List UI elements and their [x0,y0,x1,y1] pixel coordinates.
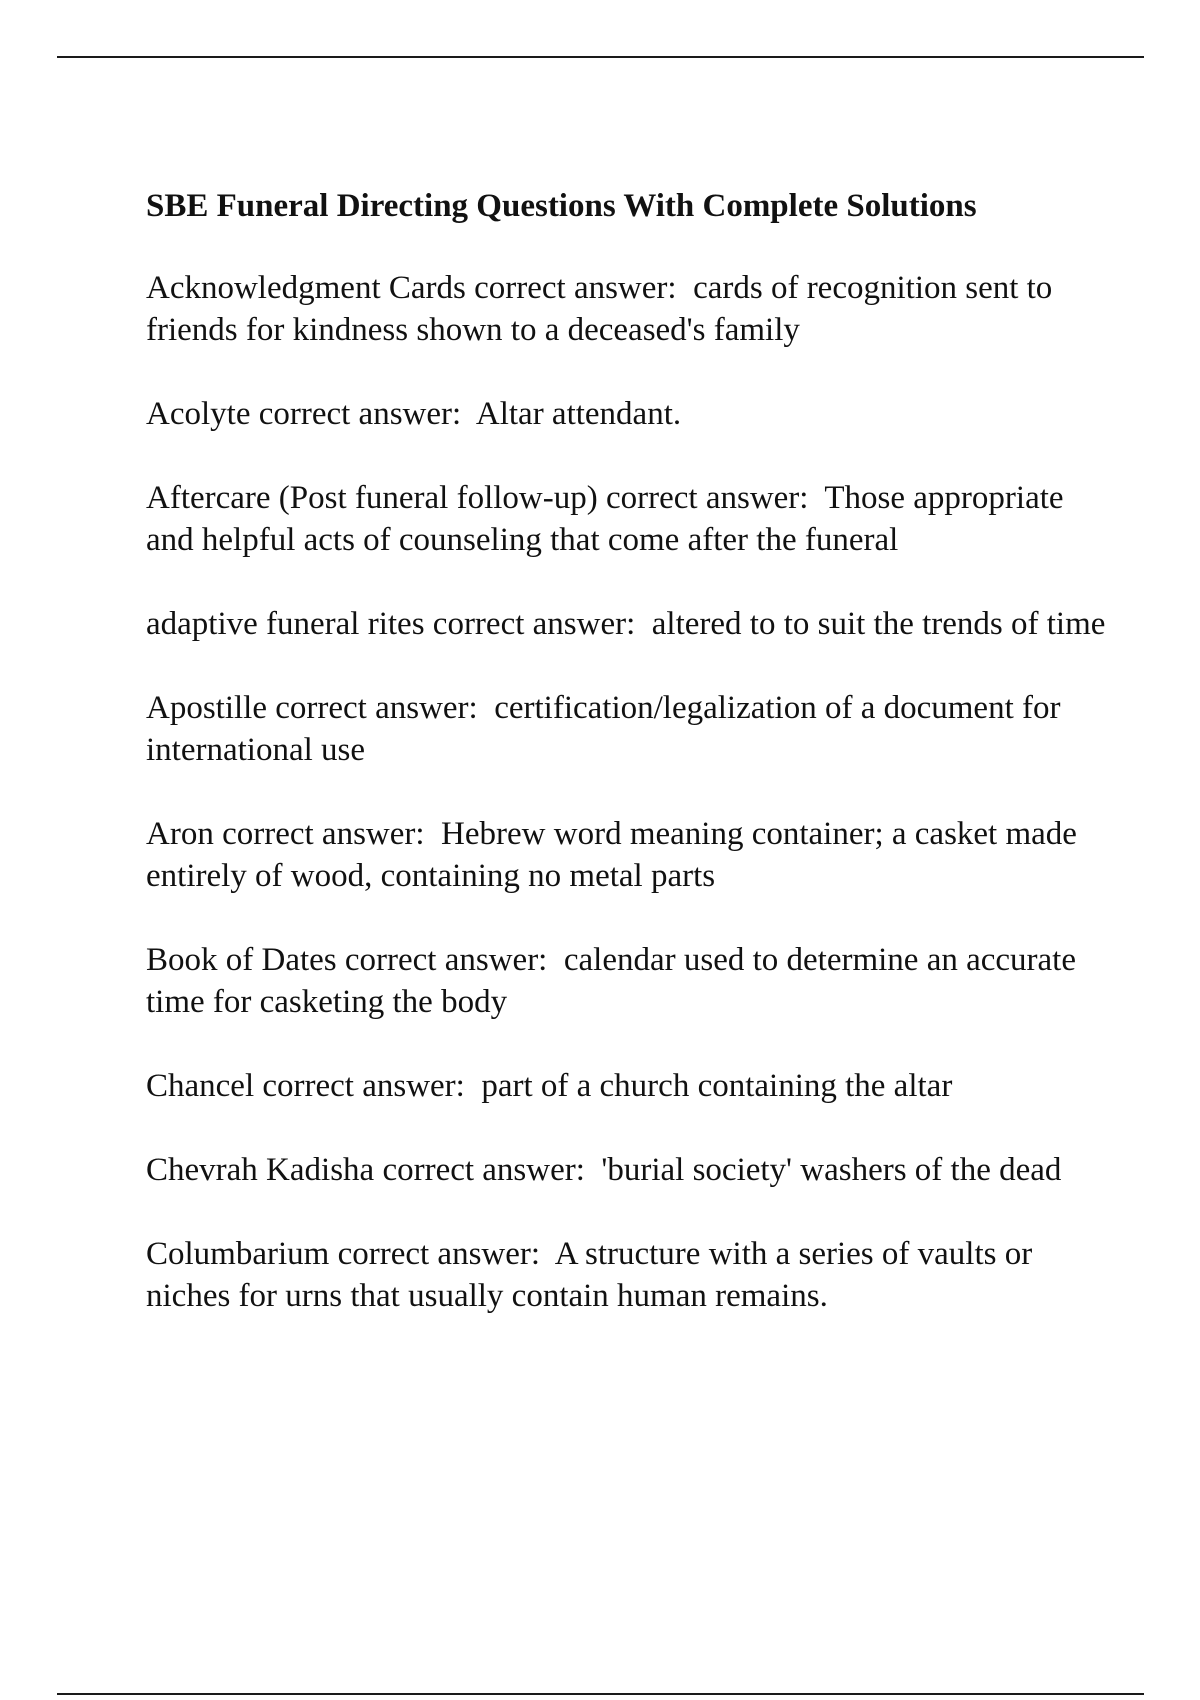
entry-definition: cards of recognition sent to friends for kindness shown to a deceased's family [146,270,1053,348]
entry-aron [146,813,1106,897]
entry-separator: correct answer: [606,480,809,516]
entry-definition: Those appropriate and helpful acts of counseling that come after the funeral [146,480,1064,558]
entry-definition: Hebrew word meaning container; a casket made entirely of wood, containing no metal parts [146,816,1077,894]
document-title: SBE Funeral Directing Questions With Complete Solutions [146,188,977,224]
entry-separator: correct answer: [432,606,636,642]
entry-separator: correct answer: [344,942,548,978]
entry-separator: correct answer: [258,396,462,432]
entry-separator: correct answer: [222,816,425,852]
entry-term: Acknowledgment Cards [146,270,466,306]
entry-term: Chevrah Kadisha [146,1152,375,1188]
entry-definition: calendar used to determine an accurate time for casketing the body [146,942,1076,1020]
entry-term: Apostille [146,690,267,726]
entry-aftercare [146,477,1106,561]
entry-separator: correct answer: [275,690,478,726]
entry-acknowledgment-cards [146,267,1106,351]
entry-definition: A structure with a series of vaults or niches for urns that usually contain human remains. [146,1236,1033,1314]
entry-separator: correct answer: [474,270,677,306]
top-rule [57,56,1144,58]
entry-definition: 'burial society' washers of the dead [601,1152,1062,1188]
entry-separator: correct answer: [382,1152,585,1188]
entry-term: Acolyte [146,396,251,432]
entry-term: Columbarium [146,1236,330,1272]
entry-definition: certification/legalization of a document for international use [146,690,1061,768]
entry-chancel [146,1065,1106,1107]
entry-chevrah-kadisha [146,1149,1106,1191]
entry-separator: correct answer: [262,1068,465,1104]
entry-definition: altered to to suit the trends of time [651,606,1106,642]
entry-definition: part of a church containing the altar [481,1068,953,1104]
document-body [146,185,1106,1359]
bottom-rule [57,1693,1144,1695]
entry-term: Aftercare (Post funeral follow-up) [146,480,598,516]
entry-columbarium [146,1233,1106,1317]
entry-adaptive-funeral-rites [146,603,1106,645]
entry-term: Book of Dates [146,942,337,978]
entry-definition: Altar attendant. [475,396,682,432]
entry-term: adaptive funeral rites [146,606,425,642]
entry-term: Aron [146,816,214,852]
entry-acolyte [146,393,1106,435]
entry-book-of-dates [146,939,1106,1023]
entry-apostille [146,687,1106,771]
entry-separator: correct answer: [337,1236,541,1272]
entry-term: Chancel [146,1068,255,1104]
